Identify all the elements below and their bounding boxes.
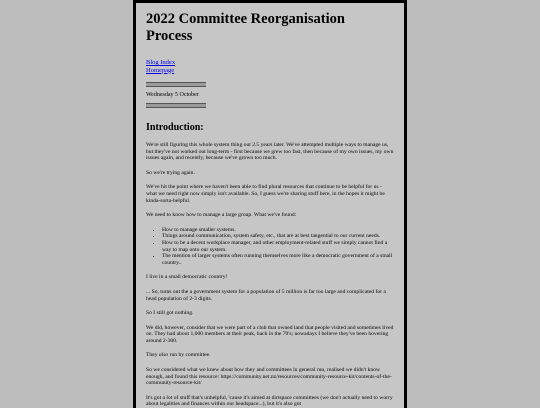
- section-heading: Introduction:: [146, 122, 204, 133]
- paragraph: We've hit the point where we haven't been able to find plural resources that continue to be helpful for us - what we need right now simply isn't available. So, I guess we're sharing stuff here, in the hopes it might be kinda-sorta-helpful.: [146, 184, 385, 204]
- paragraph: So we considered what we knew about how they and committees in general run, realised we didn't know enough, and found this resource: https://community.net.nz/resources/community-resource-kit/contents-of-the-community-resource-kit/: [146, 367, 392, 387]
- list-item: • How to manage smaller systems.: [162, 227, 394, 234]
- list-item: • The mention of larger systems often running themselves more like a democratic government of a small country..: [162, 253, 394, 266]
- divider-top: [146, 82, 206, 87]
- paragraph: We need to know how to manage a large group. What we've found:: [146, 212, 297, 219]
- text: They: [146, 352, 159, 359]
- paragraph: So I still got nothing.: [146, 310, 194, 317]
- list-item: • Things around communication, system safety, etc., that are at best tangential to our current needs.: [162, 233, 394, 240]
- page-container: [133, 0, 407, 408]
- paragraph: So we're trying again.: [146, 169, 195, 176]
- content: [136, 3, 404, 408]
- paragraph: [146, 352, 394, 359]
- paragraph: We're still figuring this whole system thing out 2.5 years later. We've attempted multiple ways to manage us, but they've not worked out long-term - first because we grew too fast, then because of my own issues, my own issues again, and recently, because we've grown too much.: [146, 142, 394, 162]
- post-date: Wednesday 5 October: [146, 92, 199, 98]
- findings-list: [146, 227, 394, 267]
- emphasis: also: [158, 352, 169, 359]
- paragraph: I live in a small democratic country!: [146, 274, 228, 281]
- text: run by committee.: [168, 352, 211, 359]
- paragraph: It's got a lot of stuff that's unhelpful, 'cause it's aimed at dirtspace committees (we don't actually need to worry about legalities and finances within our headspace...), but it's also got: [146, 394, 393, 408]
- paragraph: We did, however, consider that we were part of a club that owned land that people visited and sometimes lived on. They had about 1,000 members at their peak, back in the 70's; nowadays I believe they've been hovering around 2-300.: [146, 324, 394, 344]
- nav-links: [146, 59, 394, 74]
- list-item: • How to be a decent workplace manager, and other employment-related stuff we simply cannot find a way to map onto our system.: [162, 240, 394, 253]
- paragraph: ... So, turns out the a government system for a population of 5 million is far too large and complicated for a head population of 2-3 digits.: [146, 288, 386, 302]
- blog-index-link[interactable]: Blog Index: [146, 59, 176, 66]
- divider-bottom: [146, 103, 206, 108]
- homepage-link[interactable]: Homepage: [146, 66, 175, 74]
- page-title: 2022 Committee Reorganisation Process: [146, 11, 345, 44]
